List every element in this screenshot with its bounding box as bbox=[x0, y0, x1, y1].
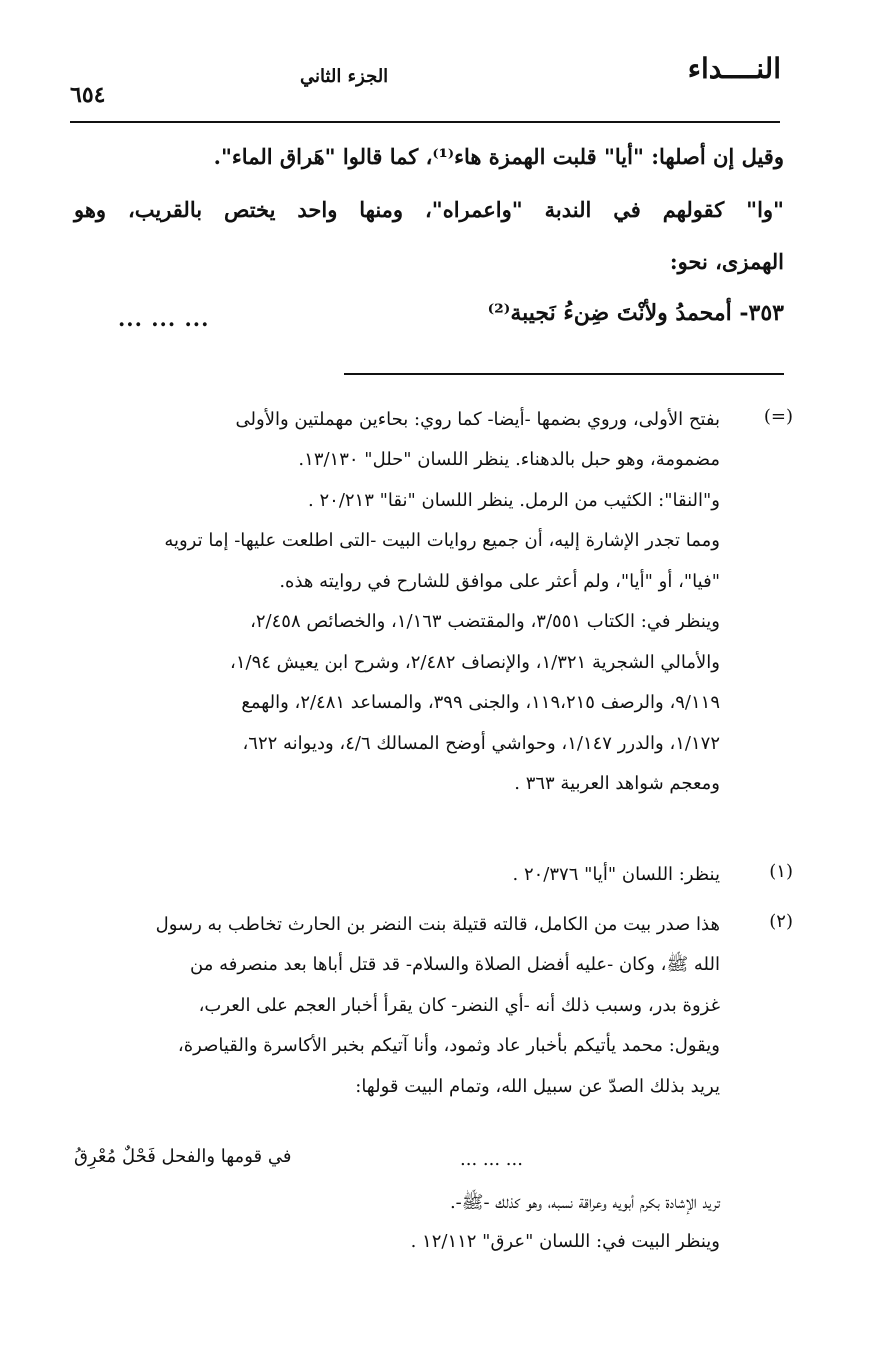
header-rule bbox=[70, 121, 780, 123]
footnote-line: ١/١٧٢، والدرر ١/١٤٧، وحواشي أوضح المسالك ٤/٦، وديوانه ٦٢٢، bbox=[242, 733, 720, 754]
footnote-separator bbox=[344, 373, 784, 375]
body-line: وقيل إن أصلها: "أيا" قلبت الهمزة هاء⁽¹⁾، كما قالوا "هَراق الماء". bbox=[213, 144, 784, 169]
footnote-line: ينظر: اللسان "أيا" ٢٠/٣٧٦ . bbox=[512, 864, 720, 885]
footnote-line: ٩/١١٩، والرصف ١١٩،٢١٥، والجنى ٣٩٩، والمساعد ٢/٤٨١، والهمع bbox=[241, 692, 720, 713]
footnote-line: يريد بذلك الصدّ عن سبيل الله، وتمام البيت قولها: bbox=[355, 1076, 720, 1097]
footnote-line: غزوة بدر، وسبب ذلك أنه -أي النضر- كان يقرأ أخبار العجم على العرب، bbox=[198, 995, 720, 1016]
footnote-line: وينظر البيت في: اللسان "عرق" ١٢/١١٢ . bbox=[410, 1231, 720, 1252]
footnote-line: ويقول: محمد يأتيكم بأخبار عاد وثمود، وأنا آتيكم بخبر الأكاسرة والقياصرة، bbox=[177, 1035, 720, 1056]
footnote-line: و"النقا": الكثيب من الرمل. ينظر اللسان "نقا" ٢٠/٢١٣ . bbox=[308, 490, 720, 511]
body-line: الهمزى، نحو: bbox=[669, 249, 784, 274]
chapter-title: النــــداء bbox=[687, 52, 781, 85]
footnote-line: "فيا"، أو "أيا"، ولم أعثر على موافق للشارح في روايته هذه. bbox=[279, 571, 720, 592]
footnote-line: الله ﷺ، وكان -عليه أفضل الصلاة والسلام- قد قتل أباها بعد منصرفه من bbox=[190, 954, 720, 975]
footnote-line: هذا صدر بيت من الكامل، قالته قتيلة بنت النضر بن الحارث تخاطب به رسول bbox=[155, 914, 720, 935]
body-line: "وا" كقولهم في الندبة "واعمراه"، ومنها واحد يختص بالقريب، وهو bbox=[74, 197, 784, 222]
footnote-line: ومما تجدر الإشارة إليه، أن جميع روايات البيت -التى اطلعت عليها- إما ترويه bbox=[164, 530, 720, 551]
footnote-line: والأمالي الشجرية ١/٣٢١، والإنصاف ٢/٤٨٢، وشرح ابن يعيش ١/٩٤، bbox=[230, 652, 720, 673]
verse-line: ٣٥٣- أمحمدُ ولأنْتَ ضِنءُ نَجيبة⁽²⁾ bbox=[487, 300, 784, 326]
verse-ellipsis: ... ... ... bbox=[118, 306, 210, 331]
footnote-verse-ellipsis: ... ... ... bbox=[460, 1149, 523, 1170]
footnote-marker: (=) bbox=[763, 406, 793, 427]
footnote-line: بفتح الأولى، وروي بضمها -أيضا- كما روي: بحاءين مهملتين والأولى bbox=[235, 409, 720, 430]
page-number: ٦٥٤ bbox=[70, 82, 106, 108]
footnote-line: مضمومة، وهو حبل بالدهناء. ينظر اللسان "حلل" ١٣/١٣٠. bbox=[298, 449, 720, 470]
footnote-line: تريد الإشادة بكرم أبويه وعراقة نسبه، وهو كذلك -ﷺ-. bbox=[449, 1192, 720, 1213]
footnote-line: ومعجم شواهد العربية ٣٦٣ . bbox=[514, 773, 720, 794]
footnote-marker: (١) bbox=[769, 861, 793, 882]
footnote-line: وينظر في: الكتاب ٣/٥٥١، والمقتضب ١/١٦٣، والخصائص ٢/٤٥٨، bbox=[250, 611, 720, 632]
footnote-marker: (٢) bbox=[769, 911, 793, 932]
footnote-verse: في قومها والفحل فَحْلٌ مُعْرِقُ bbox=[74, 1146, 292, 1167]
part-label: الجزء الثاني bbox=[300, 66, 389, 87]
